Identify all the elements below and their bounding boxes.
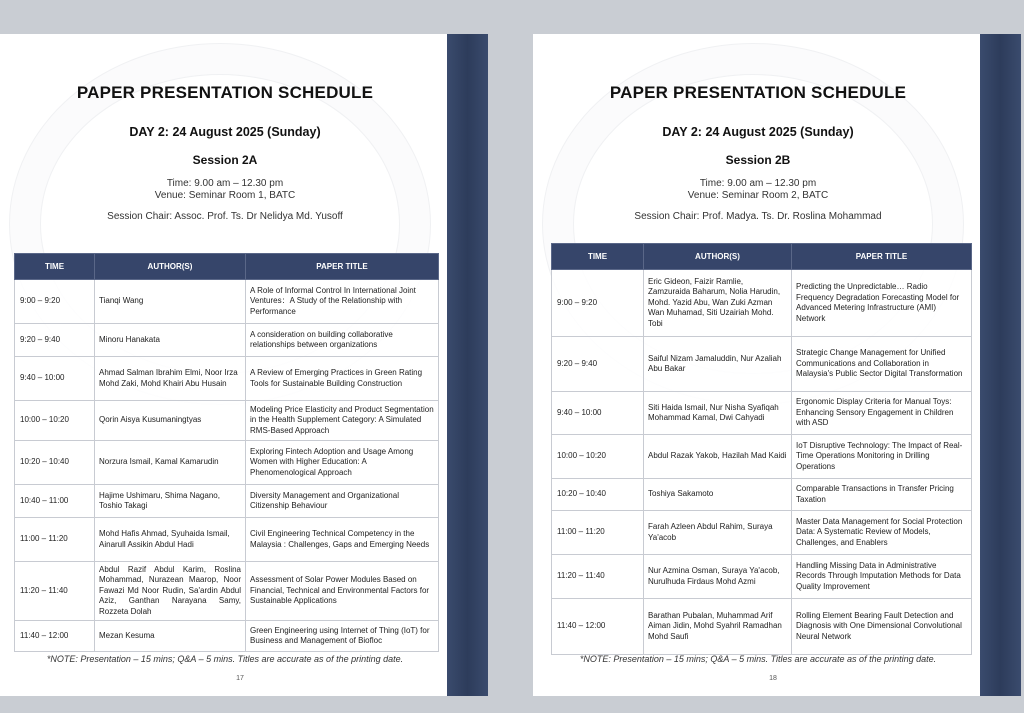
row-paper-title: Master Data Management for Social Protection Data: A Systematic Review of Models, Challenges, and Enablers: [792, 511, 972, 555]
schedule-table: [551, 243, 972, 655]
row-time: 9:40 – 10:00: [15, 357, 95, 401]
schedule-page-right: [533, 34, 1021, 696]
row-paper-title: Comparable Transactions in Transfer Pricing Taxation: [792, 479, 972, 511]
footnote: *NOTE: Presentation – 15 mins; Q&A – 5 mins. Titles are accurate as of the printing date.: [579, 654, 937, 664]
page-title: PAPER PRESENTATION SCHEDULE: [76, 83, 374, 102]
page-number: 17: [236, 675, 244, 682]
table-row: [552, 392, 972, 435]
row-paper-title: Green Engineering using Internet of Thing (IoT) for Business and Management of Biofloc: [246, 621, 439, 652]
row-paper-title: Strategic Change Management for Unified Communications and Collaboration in Malaysia's Public Sector Digital Transformation: [792, 337, 972, 392]
row-time: 9:20 – 9:40: [15, 324, 95, 357]
row-authors: Norzura Ismail, Kamal Kamarudin: [95, 441, 246, 485]
page-number: 18: [769, 675, 777, 682]
table-row: [15, 621, 439, 652]
row-paper-title: Assessment of Solar Power Modules Based on Financial, Technical and Environmental Factors for Sustainable Applications: [246, 562, 439, 621]
row-time: 10:20 – 10:40: [15, 441, 95, 485]
row-paper-title: A Review of Emerging Practices in Green Rating Tools for Sustainable Building Construction: [246, 357, 439, 401]
row-time: 10:20 – 10:40: [552, 479, 644, 511]
header-time: TIME: [15, 254, 95, 280]
table-header-row: [15, 254, 439, 280]
table-header-row: [552, 244, 972, 270]
row-time: 9:00 – 9:20: [15, 280, 95, 324]
header-time: TIME: [552, 244, 644, 270]
row-authors: Ahmad Salman Ibrahim Elmi, Noor Irza Mohd Zaki, Mohd Khairi Abu Husain: [95, 357, 246, 401]
row-authors: Toshiya Sakamoto: [644, 479, 792, 511]
table-row: [15, 441, 439, 485]
row-authors: Eric Gideon, Faizir Ramlie, Zamzuraida Baharum, Nolia Harudin, Mohd. Yazid Abu, Wan Zuki Azman Wan Muhamad, Siti Uzairiah Mohd. Tobi: [644, 270, 792, 337]
row-authors: Qorin Aisya Kusumaningtyas: [95, 401, 246, 441]
row-paper-title: Handling Missing Data in Administrative Records Through Imputation Methods for Data Quality Improvement: [792, 555, 972, 599]
table-row: [15, 357, 439, 401]
header-authors: AUTHOR(S): [644, 244, 792, 270]
row-authors: Hajime Ushimaru, Shima Nagano, Toshio Takagi: [95, 485, 246, 518]
row-time: 11:00 – 11:20: [552, 511, 644, 555]
session-heading: Session 2A: [192, 153, 258, 167]
row-authors: Mezan Kesuma: [95, 621, 246, 652]
session-meta: [533, 178, 983, 202]
row-time: 11:00 – 11:20: [15, 518, 95, 562]
row-authors: Mohd Hafis Ahmad, Syuhaida Ismail, Ainarull Assikin Abdul Hadi: [95, 518, 246, 562]
row-authors: Barathan Pubalan, Muhammad Arif Aiman Jidin, Mohd Syahril Ramadhan Mohd Saufi: [644, 599, 792, 655]
page-spine-bar: [980, 34, 1021, 696]
page-title: PAPER PRESENTATION SCHEDULE: [609, 83, 907, 102]
row-time: 9:00 – 9:20: [552, 270, 644, 337]
table-row: [552, 270, 972, 337]
row-paper-title: Rolling Element Bearing Fault Detection and Diagnosis with One Dimensional Convolutional Neural Network: [792, 599, 972, 655]
footnote: *NOTE: Presentation – 15 mins; Q&A – 5 mins. Titles are accurate as of the printing date.: [46, 654, 404, 664]
header-paper-title: PAPER TITLE: [246, 254, 439, 280]
table-row: [15, 324, 439, 357]
table-row: [15, 518, 439, 562]
row-authors: Tianqi Wang: [95, 280, 246, 324]
page-spine-bar: [447, 34, 488, 696]
table-row: [15, 401, 439, 441]
table-row: [15, 485, 439, 518]
row-paper-title: Diversity Management and Organizational Citizenship Behaviour: [246, 485, 439, 518]
session-time: Time: 9.00 am – 12.30 pm: [166, 178, 284, 189]
session-chair: Session Chair: Assoc. Prof. Ts. Dr Nelidya Md. Yusoff: [107, 211, 343, 222]
row-paper-title: Civil Engineering Technical Competency in the Malaysia : Challenges, Gaps and Emerging Needs: [246, 518, 439, 562]
table-row: [552, 555, 972, 599]
row-time: 9:20 – 9:40: [552, 337, 644, 392]
row-time: 11:20 – 11:40: [15, 562, 95, 621]
row-authors: Abdul Razak Yakob, Hazilah Mad Kaidi: [644, 435, 792, 479]
table-row: [552, 599, 972, 655]
session-meta: [0, 178, 450, 202]
row-paper-title: Exploring Fintech Adoption and Usage Among Women with Higher Education: A Phenomenological Approach: [246, 441, 439, 485]
schedule-page-left: [0, 34, 488, 696]
row-paper-title: Ergonomic Display Criteria for Manual Toys: Enhancing Sensory Engagement in Children with ASD: [792, 392, 972, 435]
row-authors: Abdul Razif Abdul Karim, Roslina Mohammad, Nurazean Maarop, Noor Fawazi Md Noor Rudin, Sa'ardin Abdul Aziz, Ganthan Narayana Samy, Rozzeta Dolah: [95, 562, 246, 621]
session-chair: Session Chair: Prof. Madya. Ts. Dr. Roslina Mohammad: [634, 211, 882, 222]
table-row: [552, 435, 972, 479]
session-venue: Venue: Seminar Room 2, BATC: [687, 190, 829, 201]
table-row: [15, 280, 439, 324]
row-paper-title: IoT Disruptive Technology: The Impact of Real-Time Operations Monitoring in Drilling Operations: [792, 435, 972, 479]
header-authors: AUTHOR(S): [95, 254, 246, 280]
table-row: [552, 479, 972, 511]
row-time: 10:00 – 10:20: [552, 435, 644, 479]
row-time: 9:40 – 10:00: [552, 392, 644, 435]
table-row: [552, 511, 972, 555]
row-authors: Nur Azmina Osman, Suraya Ya'acob, Nurulhuda Firdaus Mohd Azmi: [644, 555, 792, 599]
table-row: [15, 562, 439, 621]
row-paper-title: A Role of Informal Control In International Joint Ventures：A Study of the Relationship with Performance: [246, 280, 439, 324]
row-time: 11:40 – 12:00: [15, 621, 95, 652]
row-paper-title: A consideration on building collaborative relationships between organizations: [246, 324, 439, 357]
row-time: 11:20 – 11:40: [552, 555, 644, 599]
row-authors: Siti Haida Ismail, Nur Nisha Syafiqah Mohammad Kamal, Dwi Cahyadi: [644, 392, 792, 435]
day-heading: DAY 2: 24 August 2025 (Sunday): [129, 125, 321, 139]
day-heading: DAY 2: 24 August 2025 (Sunday): [662, 125, 854, 139]
row-paper-title: Predicting the Unpredictable… Radio Frequency Degradation Forecasting Model for Advanced Metering Infrastructure (AMI) Network: [792, 270, 972, 337]
schedule-table: [14, 253, 439, 652]
session-venue: Venue: Seminar Room 1, BATC: [154, 190, 296, 201]
session-heading: Session 2B: [725, 153, 791, 167]
row-authors: Minoru Hanakata: [95, 324, 246, 357]
row-authors: Saiful Nizam Jamaluddin, Nur Azaliah Abu Bakar: [644, 337, 792, 392]
table-row: [552, 337, 972, 392]
row-paper-title: Modeling Price Elasticity and Product Segmentation in the Health Supplement Category: A Simulated RMS-Based Approach: [246, 401, 439, 441]
row-time: 10:40 – 11:00: [15, 485, 95, 518]
row-time: 11:40 – 12:00: [552, 599, 644, 655]
header-paper-title: PAPER TITLE: [792, 244, 972, 270]
row-authors: Farah Azleen Abdul Rahim, Suraya Ya'acob: [644, 511, 792, 555]
session-time: Time: 9.00 am – 12.30 pm: [699, 178, 817, 189]
row-time: 10:00 – 10:20: [15, 401, 95, 441]
